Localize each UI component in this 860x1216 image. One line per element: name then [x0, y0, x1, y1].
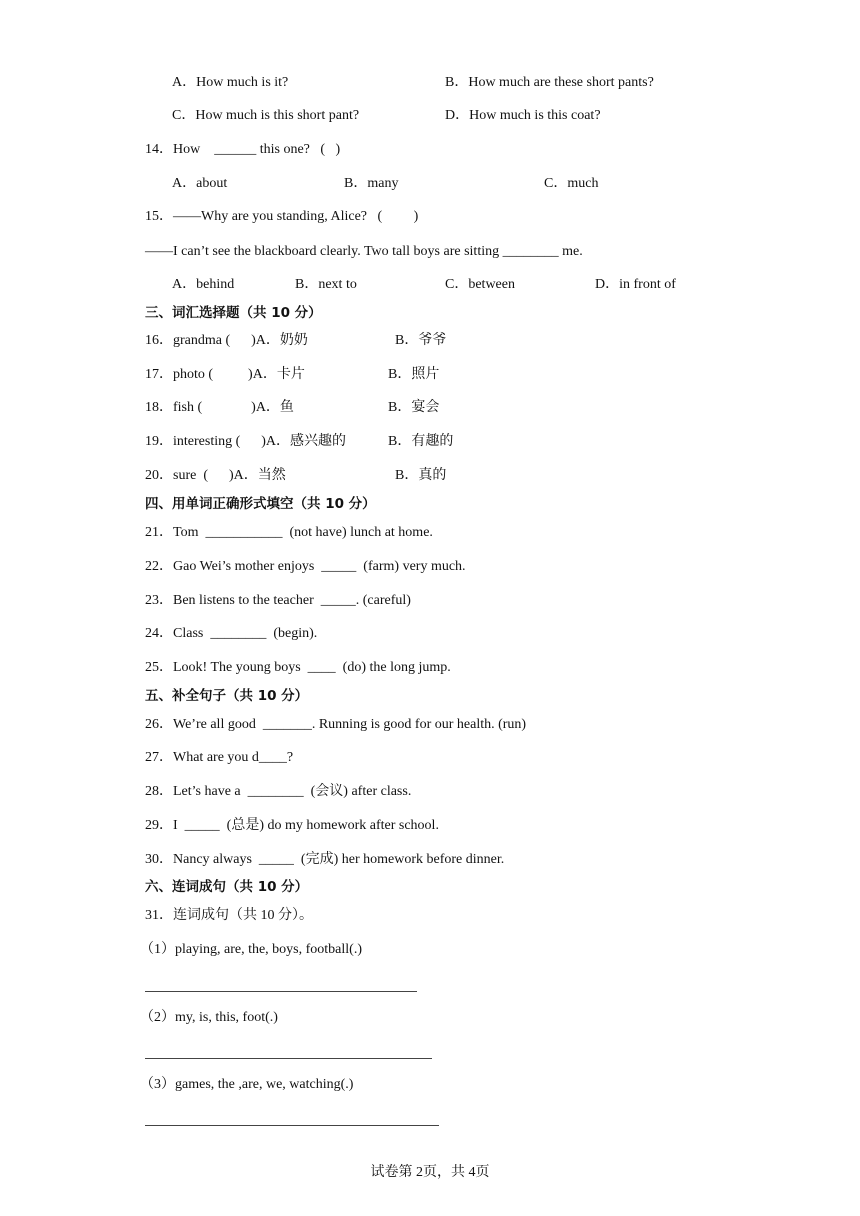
page-footer: 试卷第 2页，共 4页 [370, 1165, 490, 1180]
section-3-title: 三、词汇选择题（共 10 分） [145, 305, 322, 321]
q13-option-d: D．How much is this coat? [445, 108, 601, 123]
q14-option-b: B．many [344, 176, 399, 191]
section-4-title: 四、用单词正确形式填空（共 10 分） [145, 496, 376, 512]
q15-option-a: A．behind [172, 277, 235, 292]
q27-item: 27．What are you d____? [145, 750, 294, 765]
q19-option-b: B．有趣的 [388, 434, 454, 449]
q14-option-c: C．much [544, 176, 599, 191]
q17-item: 17．photo ( )A．卡片 [145, 367, 305, 382]
q31-stem: 31．连词成句（共 10 分）。 [145, 908, 313, 923]
q16-item: 16．grandma ( )A．奶奶 [145, 333, 308, 348]
q20-item: 20．sure ( )A．当然 [145, 468, 286, 483]
q31-part-3: （3）games, the ,are, we, watching(.) [140, 1077, 354, 1092]
answer-line-1[interactable] [145, 991, 417, 992]
q25-item: 25．Look! The young boys ____ (do) the long jump. [145, 660, 451, 675]
q15-line2: ——I can’t see the blackboard clearly. Two tall boys are sitting ________ me. [145, 244, 583, 259]
q14-stem: 14．How ______ this one? ( ) [145, 142, 341, 157]
q17-option-b: B．照片 [388, 367, 440, 382]
answer-line-3[interactable] [145, 1125, 439, 1126]
q13-option-c: C．How much is this short pant? [172, 108, 360, 123]
q22-item: 22．Gao Wei’s mother enjoys _____ (farm) very much. [145, 559, 466, 574]
q23-item: 23．Ben listens to the teacher _____. (careful) [145, 593, 411, 608]
q16-option-b: B．爷爷 [395, 333, 447, 348]
q13-option-a: A．How much is it? [172, 75, 289, 90]
q24-item: 24．Class ________ (begin). [145, 626, 318, 641]
q18-item: 18．fish ( )A．鱼 [145, 400, 294, 415]
section-5-title: 五、补全句子（共 10 分） [145, 688, 309, 704]
q26-item: 26．We’re all good _______. Running is good for our health. (run) [145, 717, 527, 732]
answer-line-2[interactable] [145, 1058, 432, 1059]
q19-item: 19．interesting ( )A．感兴趣的 [145, 434, 347, 449]
q15-option-d: D．in front of [595, 277, 676, 292]
q29-item: 29．I _____ (总是) do my homework after school. [145, 818, 439, 833]
q18-option-b: B．宴会 [388, 400, 440, 415]
q21-item: 21．Tom ___________ (not have) lunch at home. [145, 525, 433, 540]
q20-option-b: B．真的 [395, 468, 447, 483]
q15-option-c: C．between [445, 277, 515, 292]
q31-part-2: （2）my, is, this, foot(.) [140, 1010, 278, 1025]
q15-option-b: B．next to [295, 277, 357, 292]
q31-part-1: （1）playing, are, the, boys, football(.) [140, 942, 363, 957]
q30-item: 30．Nancy always _____ (完成) her homework before dinner. [145, 852, 505, 867]
q13-option-b: B．How much are these short pants? [445, 75, 654, 90]
q28-item: 28．Let’s have a ________ (会议) after class. [145, 784, 412, 799]
q14-option-a: A．about [172, 176, 228, 191]
section-6-title: 六、连词成句（共 10 分） [145, 879, 309, 895]
q15-stem: 15．——Why are you standing, Alice? ( ) [145, 209, 419, 224]
